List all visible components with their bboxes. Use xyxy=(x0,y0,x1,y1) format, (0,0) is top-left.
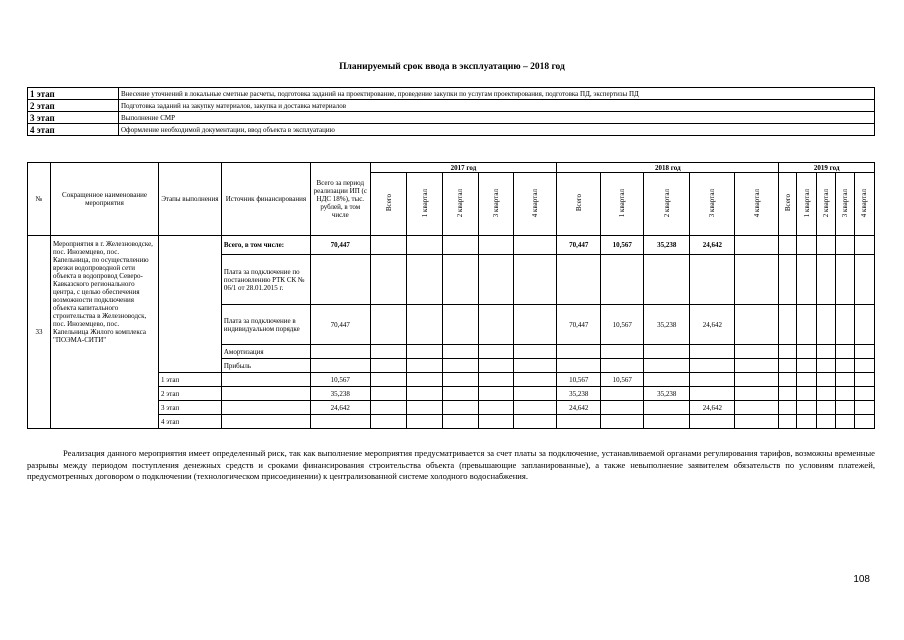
header-row xyxy=(28,163,875,173)
y2018-all-value: 35,238 xyxy=(557,387,601,401)
col-q4-2018: 4 квартал xyxy=(752,188,761,218)
stage-label: 1 этап xyxy=(158,373,221,387)
y2018-q2-value xyxy=(644,401,690,415)
stage-text: Внесение уточнений в локальные сметные расчеты, подготовка заданий на проектирование, проведение закупки по услугам проектирования, подготовка ПД, экспертизы ПД xyxy=(119,88,875,100)
y2018-q1-value: 10,567 xyxy=(601,305,644,345)
measure-name: Мероприятия в г. Железноводске, пос. Иноземцево, пос. Капельница, по осуществлению врезки водопроводной сети объекта в водопровод Северо-Кавказского регионального центра, с целью обеспечения возможности подключения объекта капитального строительства в Железноводск, пос. Иноземцево, пос. Капельница Жилого комплекса "ПОЭМА-СИТИ" xyxy=(51,236,159,429)
y2018-q3-value xyxy=(690,373,735,387)
year-2017: 2017 год xyxy=(370,163,557,173)
stage-text: Подготовка заданий на закупку материалов, закупка и доставка материалов xyxy=(119,100,875,112)
col-no: № xyxy=(28,163,51,236)
total-value: 35,238 xyxy=(310,387,370,401)
y2018-q3-value xyxy=(690,359,735,373)
stages-empty-cell xyxy=(158,236,221,373)
stage-label: 4 этап xyxy=(28,124,119,136)
y2018-all-value: 70,447 xyxy=(557,305,601,345)
source-label: Амортизация xyxy=(221,345,310,359)
total-value: 24,642 xyxy=(310,401,370,415)
y2018-q1-value xyxy=(601,255,644,305)
col-stages: Этапы выполнения xyxy=(158,163,221,236)
y2018-all-value xyxy=(557,359,601,373)
col-q3-2018: 3 квартал xyxy=(708,188,717,218)
y2018-q3-value: 24,642 xyxy=(690,401,735,415)
stage-label: 3 этап xyxy=(158,401,221,415)
source-label: Плата за подключение по постановлению РТК СК № 06/1 от 28.01.2015 г. xyxy=(221,255,310,305)
col-name: Сокращенное наименование мероприятия xyxy=(51,163,159,236)
col-q1-2017: 1 квартал xyxy=(420,188,429,218)
col-q3-2017: 3 квартал xyxy=(491,188,500,218)
stage-label: 4 этап xyxy=(158,415,221,429)
y2018-q2-value xyxy=(644,373,690,387)
col-all-2017: Всего xyxy=(384,194,393,212)
y2018-q2-value xyxy=(644,255,690,305)
y2018-q2-value: 35,238 xyxy=(644,387,690,401)
y2018-all-value: 24,642 xyxy=(557,401,601,415)
col-q2-2017: 2 квартал xyxy=(456,188,465,218)
stage-label: 1 этап xyxy=(28,88,119,100)
col-source: Источник финансирования xyxy=(221,163,310,236)
total-value: 70,447 xyxy=(310,236,370,255)
y2018-q1-value xyxy=(601,345,644,359)
risk-paragraph: Реализация данного мероприятия имеет определенный риск, так как выполнение мероприятия предусматривается за счет платы за подключение, устанавливаемой органами регулирования тарифов, возможны временные разрывы между периодом поступления денежных средств и сроками финансирования строительства объекта (превышающие запланированные), а также невыполнение заявителем обязательств по условиям платежей, предусмотренных договором о подключении (технологическом присоединении) к централизованной системе холодного водоснабжения. xyxy=(27,448,875,482)
total-value xyxy=(310,255,370,305)
total-value xyxy=(310,359,370,373)
source-label: Всего, в том числе: xyxy=(221,236,310,255)
stage-row xyxy=(28,88,875,100)
y2018-all-value xyxy=(557,345,601,359)
y2018-q3-value: 24,642 xyxy=(690,236,735,255)
total-value: 70,447 xyxy=(310,305,370,345)
y2018-q1-value xyxy=(601,401,644,415)
row-number: 33 xyxy=(28,236,51,429)
stage-text: Оформление необходимой документации, ввод объекта в эксплуатацию xyxy=(119,124,875,136)
y2018-q3-value xyxy=(690,345,735,359)
y2018-q1-value xyxy=(601,387,644,401)
total-value: 10,567 xyxy=(310,373,370,387)
y2018-q3-value xyxy=(690,387,735,401)
y2018-q2-value: 35,238 xyxy=(644,305,690,345)
y2018-q2-value xyxy=(644,415,690,429)
col-q3-2019: 3 квартал xyxy=(840,188,849,218)
y2018-q1-value: 10,567 xyxy=(601,236,644,255)
col-q4-2017: 4 квартал xyxy=(531,188,540,218)
page-number: 108 xyxy=(853,574,870,585)
col-total: Всего за период реализации ИП (с НДС 18%), тыс. рублей, в том числе xyxy=(310,163,370,236)
col-q2-2018: 2 квартал xyxy=(662,188,671,218)
y2018-all-value: 70,447 xyxy=(557,236,601,255)
y2018-q2-value xyxy=(644,345,690,359)
stage-label: 2 этап xyxy=(28,100,119,112)
col-q4-2019: 4 квартал xyxy=(860,188,869,218)
stage-row xyxy=(28,124,875,136)
col-all-2019: Всего xyxy=(783,194,792,212)
year-2019: 2019 год xyxy=(779,163,875,173)
source-label: Прибыль xyxy=(221,359,310,373)
year-2018: 2018 год xyxy=(557,163,779,173)
y2018-all-value xyxy=(557,255,601,305)
stage-row xyxy=(28,112,875,124)
y2018-all-value: 10,567 xyxy=(557,373,601,387)
col-q2-2019: 2 квартал xyxy=(822,188,831,218)
col-all-2018: Всего xyxy=(574,194,583,212)
y2018-q1-value: 10,567 xyxy=(601,373,644,387)
stage-row xyxy=(28,100,875,112)
y2018-q2-value: 35,238 xyxy=(644,236,690,255)
y2018-q3-value xyxy=(690,255,735,305)
stage-label: 3 этап xyxy=(28,112,119,124)
y2018-all-value xyxy=(557,415,601,429)
total-value xyxy=(310,345,370,359)
col-q1-2019: 1 квартал xyxy=(802,188,811,218)
y2018-q3-value: 24,642 xyxy=(690,305,735,345)
y2018-q2-value xyxy=(644,359,690,373)
financing-table xyxy=(27,162,875,429)
stage-text: Выполнение СМР xyxy=(119,112,875,124)
y2018-q3-value xyxy=(690,415,735,429)
stage-label: 2 этап xyxy=(158,387,221,401)
total-value xyxy=(310,415,370,429)
y2018-q1-value xyxy=(601,415,644,429)
stages-table xyxy=(27,87,875,136)
page-title: Планируемый срок ввода в эксплуатацию – 2018 год xyxy=(339,62,565,72)
col-q1-2018: 1 квартал xyxy=(618,188,627,218)
y2018-q1-value xyxy=(601,359,644,373)
table-row xyxy=(28,236,875,255)
source-label: Плата за подключение в индивидуальном порядке xyxy=(221,305,310,345)
